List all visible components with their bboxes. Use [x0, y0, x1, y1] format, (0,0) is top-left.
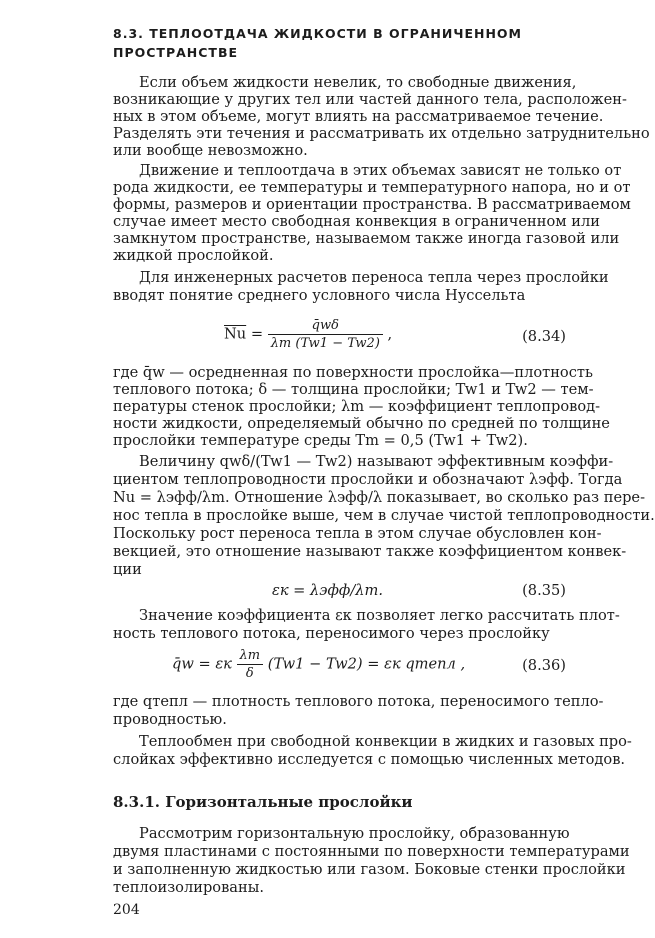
text-line: ности жидкости, определяемый обычно по средней по толщине	[113, 415, 610, 432]
text-line: ции	[113, 561, 142, 578]
text-line: вводят понятие среднего условного числа Нуссельта	[113, 287, 526, 304]
text-line: пературы стенок прослойки; λm — коэффициент теплопровод-	[113, 398, 601, 415]
text-line: Разделять эти течения и рассматривать их отдельно затруднительно	[113, 125, 650, 142]
text-line: проводностью.	[113, 711, 227, 728]
text-line: или вообще невозможно.	[113, 142, 308, 159]
equation-number: (8.35)	[522, 582, 566, 599]
text-line: векцией, это отношение называют также коэффициентом конвек-	[113, 543, 627, 560]
text-line: и заполненную жидкостью или газом. Боковые стенки прослойки	[113, 861, 626, 878]
eq-fraction: $\frac{\lambda m}{\delta}$	[237, 648, 264, 681]
text-line: случае имеет место свободная конвекция в ограниченном или	[113, 213, 600, 230]
text-line: где qтепл — плотность теплового потока, переносимого тепло-	[113, 693, 604, 710]
text-line: теплоизолированы.	[113, 879, 264, 896]
text-line: рода жидкости, ее температуры и температурного напора, но и от	[113, 179, 631, 196]
text-line: замкнутом пространстве, называемом также иногда газовой или	[113, 230, 620, 247]
text-line: Величину qwδ/(Tw1 — Tw2) называют эффективным коэффи-	[139, 453, 614, 470]
equation-8-34: $\overline{Nu}$ = $\frac{q̄w\delta}{\lambda m (Tw1 - Tw2)}$ ,	[224, 318, 393, 351]
text-line: где q̄w — осредненная по поверхности прослойка—плотность	[113, 364, 593, 381]
text-line: Для инженерных расчетов переноса тепла через прослойки	[139, 269, 609, 286]
section-title-line-1: 8.3. ТЕПЛООТДАЧА ЖИДКОСТИ В ОГРАНИЧЕННОМ	[113, 26, 522, 41]
eq-lhs: $\overline{Nu}$	[224, 325, 247, 343]
text-line: жидкой прослойкой.	[113, 247, 274, 264]
equation-number: (8.34)	[522, 328, 566, 345]
text-line: Если объем жидкости невелик, то свободные движения,	[139, 74, 577, 91]
text-line: двумя пластинами с постоянными по поверхности температурами	[113, 843, 630, 860]
page-number: 204	[113, 902, 140, 918]
text-line: ных в этом объеме, могут влиять на рассматриваемое течение.	[113, 108, 604, 125]
subsection-title: 8.3.1. Горизонтальные прослойки	[113, 793, 413, 811]
text-line: Рассмотрим горизонтальную прослойку, образованную	[139, 825, 570, 842]
equation-8-36: q̄w = εк $\frac{\lambda m}{\delta}$ (Tw1 − Tw2) = εк qтепл ,	[172, 648, 466, 681]
section-title-line-2: ПРОСТРАНСТВЕ	[113, 45, 239, 60]
equation-number: (8.36)	[522, 657, 566, 674]
text-line: Nu = λэфф/λm. Отношение λэфф/λ показывает, во сколько раз пере-	[113, 489, 645, 506]
text-line: Поскольку рост переноса тепла в этом случае обусловлен кон-	[113, 525, 602, 542]
equation-8-35: εк = λэфф/λm.	[272, 582, 383, 599]
text-line: нос тепла в прослойке выше, чем в случае чистой теплопроводности.	[113, 507, 655, 524]
text-line: теплового потока; δ — толщина прослойки; Tw1 и Tw2 — тем-	[113, 381, 594, 398]
text-line: возникающие у других тел или частей данного тела, расположен-	[113, 91, 627, 108]
text-line: слойках эффективно исследуется с помощью численных методов.	[113, 751, 626, 768]
text-line: Теплообмен при свободной конвекции в жидких и газовых про-	[139, 733, 632, 750]
text-line: циентом теплопроводности прослойки и обозначают λэфф. Тогда	[113, 471, 623, 488]
text-line: прослойки температуре среды Tm = 0,5 (Tw1 + Tw2).	[113, 432, 528, 449]
text-line: ность теплового потока, переносимого через прослойку	[113, 625, 550, 642]
text-line: Значение коэффициента εк позволяет легко рассчитать плот-	[139, 607, 620, 624]
eq-fraction: $\frac{q̄w\delta}{\lambda m (Tw1 - Tw2)}$	[268, 318, 383, 351]
text-line: Движение и теплоотдача в этих объемах зависят не только от	[139, 162, 622, 179]
text-line: формы, размеров и ориентации пространства. В рассматриваемом	[113, 196, 631, 213]
